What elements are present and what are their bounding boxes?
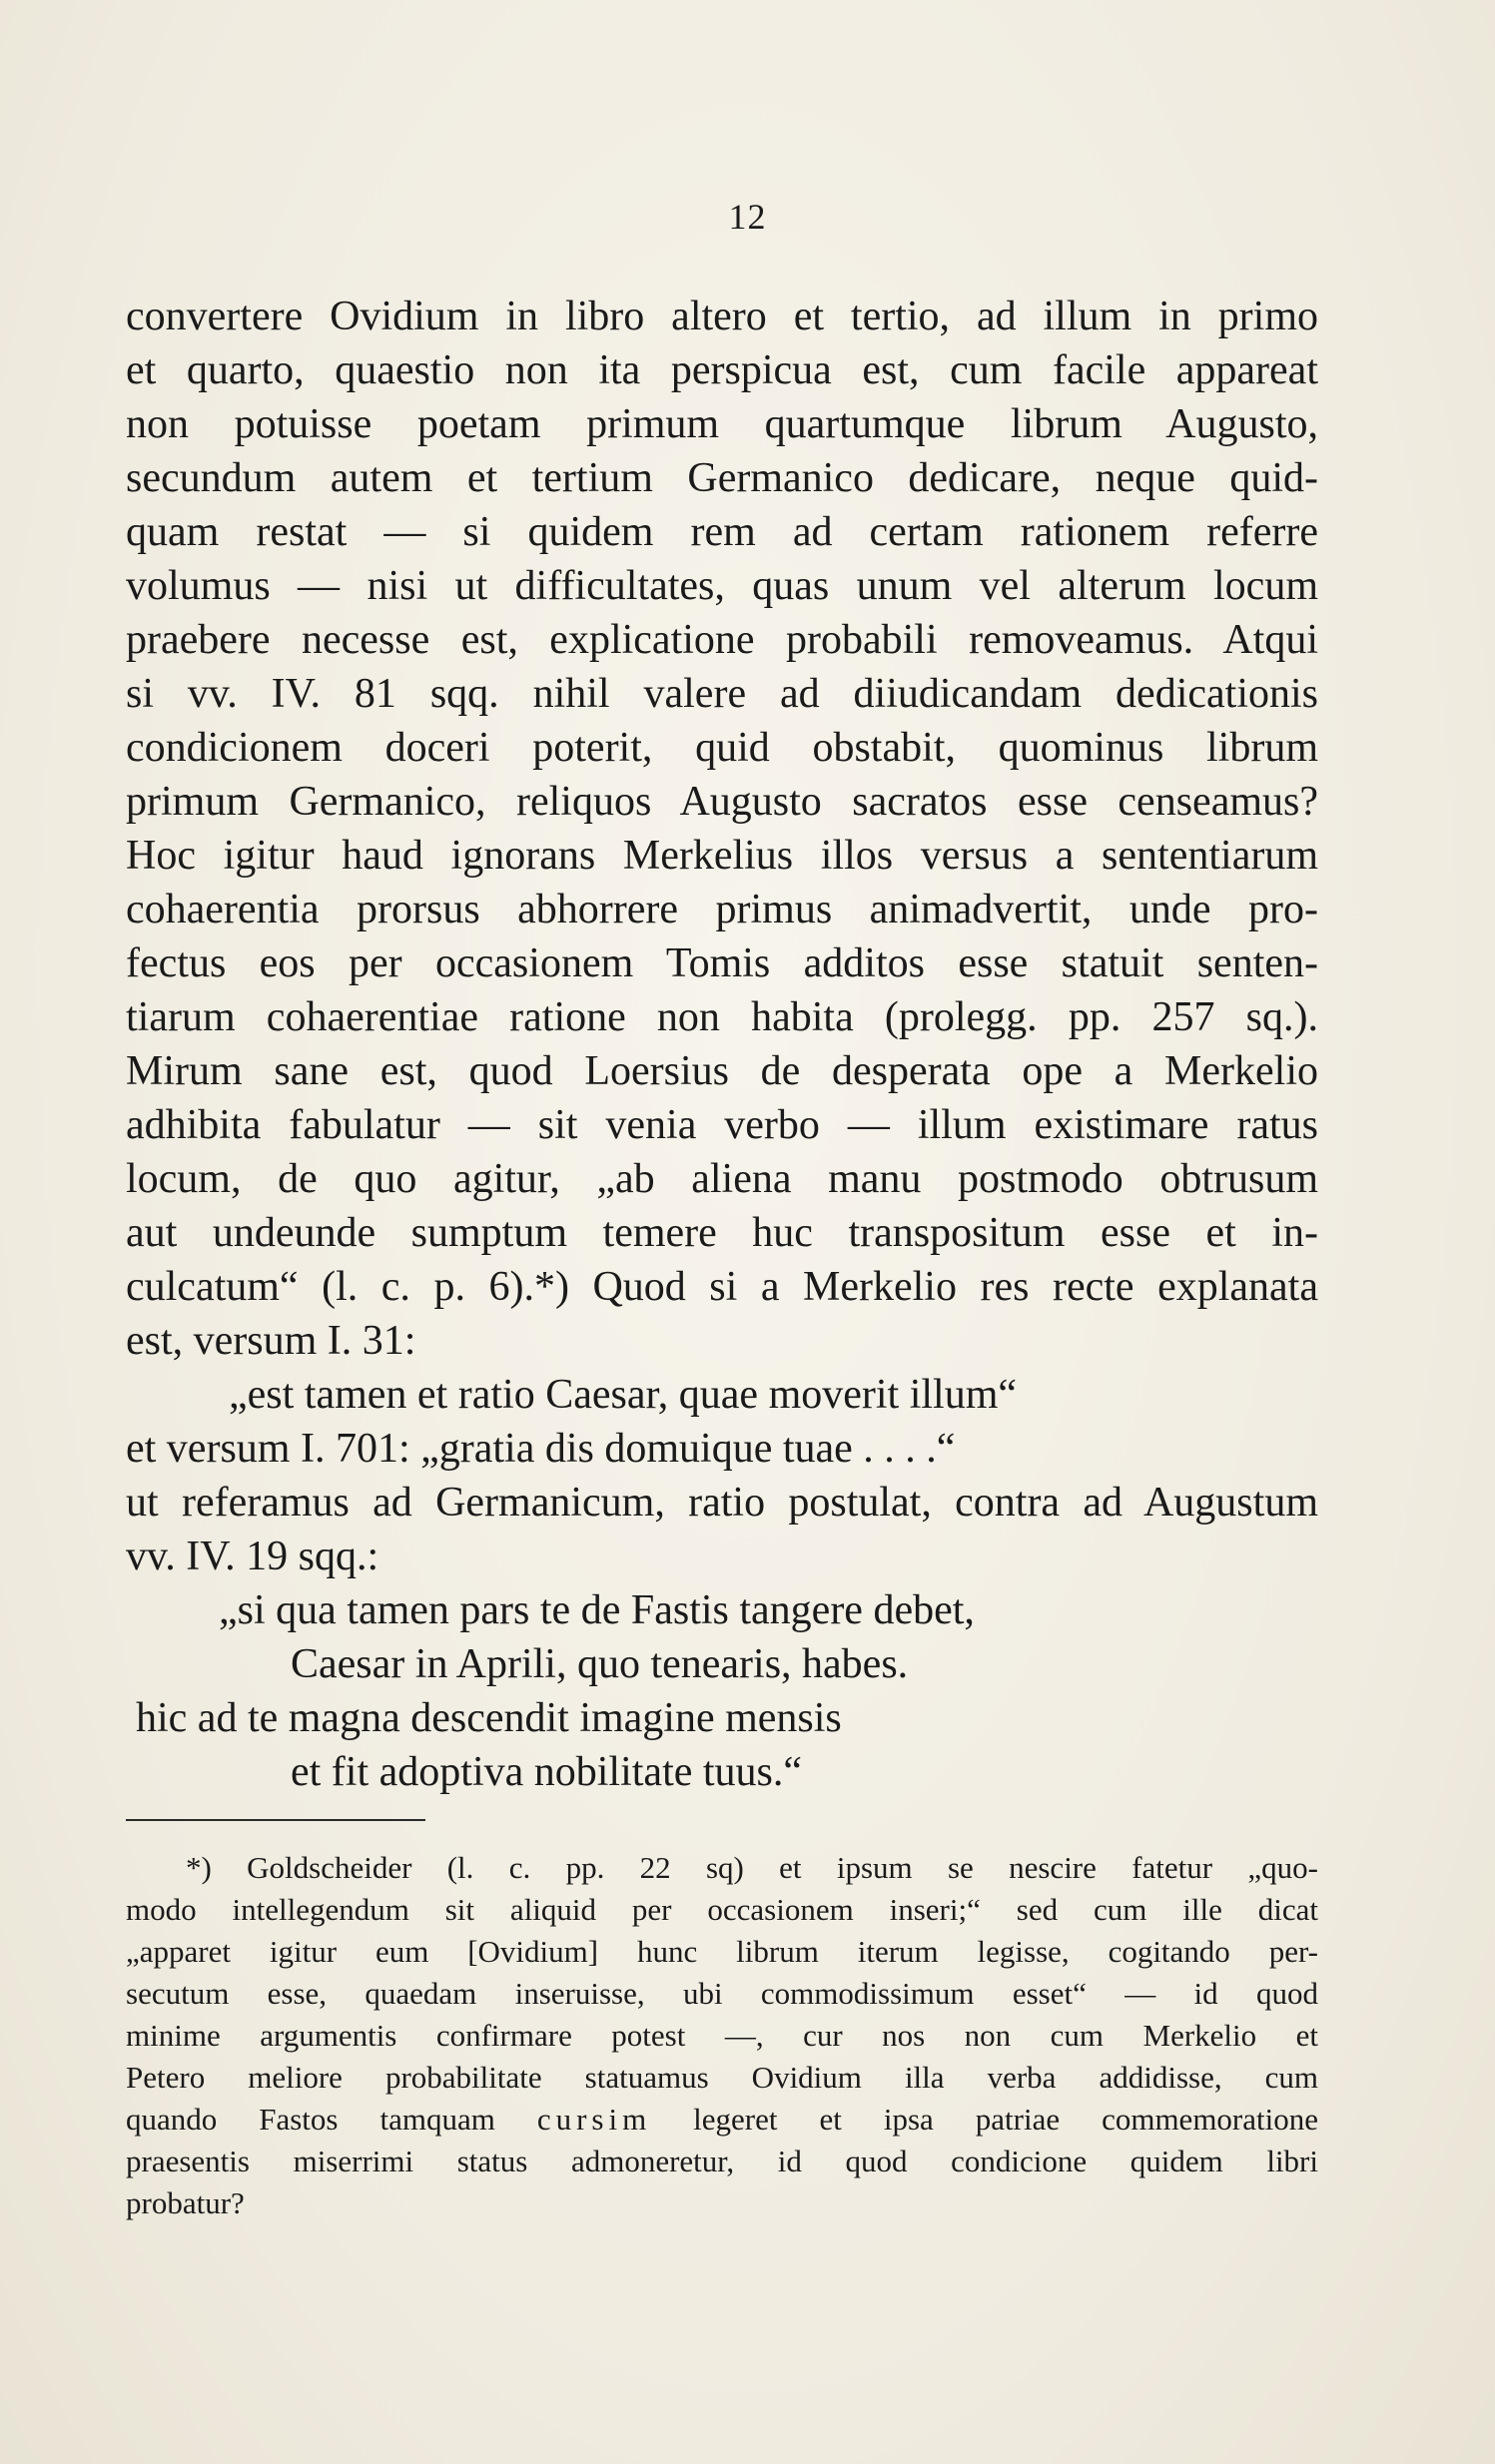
text-line: vv. IV. 19 sqq.: <box>126 1534 379 1579</box>
footnote-line <box>126 2099 1318 2141</box>
text-line: adhibita fabulatur — sit venia verbo — illum existimare ratus <box>126 1102 1318 1148</box>
text-line: cohaerentia prorsus abhorrere primus animadvertit, unde pro- <box>126 887 1318 932</box>
footnote-line: modo intellegendum sit aliquid per occasionem inseri;“ sed cum ille dicat <box>126 1892 1318 1927</box>
footnote-line: Petero meliore probabilitate statuamus Ovidium illa verba addidisse, cum <box>126 2060 1318 2095</box>
spaced-emphasis: cursim <box>536 2102 652 2137</box>
text-line: primum Germanico, reliquos Augusto sacratos esse censeamus? <box>126 779 1318 825</box>
verse-line: „si qua tamen pars te de Fastis tangere debet, <box>219 1587 975 1633</box>
text-line: fectus eos per occasionem Tomis additos esse statuit senten- <box>126 940 1318 986</box>
text-line: tiarum cohaerentiae ratione non habita (prolegg. pp. 257 sq.). <box>126 994 1318 1040</box>
text-line: ut referamus ad Germanicum, ratio postulat, contra ad Augustum <box>126 1480 1318 1526</box>
footnote-text: quando Fastos tamquam <box>126 2102 495 2137</box>
footnote-text: legeret et ipsa patriae commemoratione <box>693 2102 1318 2137</box>
verse-line: Caesar in Aprili, quo tenearis, habes. <box>291 1641 909 1687</box>
footnote-line: secutum esse, quaedam inseruisse, ubi commodissimum esset“ — id quod <box>126 1976 1318 2011</box>
quoted-verse: „est tamen et ratio Caesar, quae moverit illum“ <box>229 1372 1018 1418</box>
text-line: condicionem doceri poterit, quid obstabit, quominus librum <box>126 725 1318 771</box>
text-line: culcatum“ (l. c. p. 6).*) Quod si a Merkelio res recte explanata <box>126 1264 1318 1310</box>
footnote-line: minime argumentis confirmare potest —, cur nos non cum Merkelio et <box>126 2018 1318 2053</box>
text-line: aut undeunde sumptum temere huc transpositum esse et in- <box>126 1210 1318 1256</box>
footnote-line: „apparet igitur eum [Ovidium] hunc librum iterum legisse, cogitando per- <box>126 1934 1318 1969</box>
text-line: convertere Ovidium in libro altero et tertio, ad illum in primo <box>126 294 1318 339</box>
text-line: non potuisse poetam primum quartumque librum Augusto, <box>126 401 1318 447</box>
footnote-line: *) Goldscheider (l. c. pp. 22 sq) et ipsum se nescire fatetur „quo- <box>186 1850 1318 1885</box>
text-line: si vv. IV. 81 sqq. nihil valere ad diiudicandam dedicationis <box>126 671 1318 717</box>
footnote <box>126 1847 1318 2224</box>
text-line: est, versum I. 31: <box>126 1318 416 1364</box>
main-text <box>126 290 1318 1799</box>
footnote-line: praesentis miserrimi status admoneretur, id quod condicione quidem libri <box>126 2144 1318 2178</box>
text-line: et versum I. 701: „gratia dis domuique tuae . . . .“ <box>126 1426 956 1472</box>
text-line: praebere necesse est, explicatione probabili removeamus. Atqui <box>126 617 1318 663</box>
verse-line: hic ad te magna descendit imagine mensis <box>136 1695 842 1741</box>
text-line: Hoc igitur haud ignorans Merkelius illos versus a sententiarum <box>126 833 1318 879</box>
page-number: 12 <box>728 197 767 237</box>
footnote-line: probatur? <box>126 2185 245 2220</box>
text-line: locum, de quo agitur, „ab aliena manu postmodo obtrusum <box>126 1156 1318 1202</box>
text-line: volumus — nisi ut difficultates, quas unum vel alterum locum <box>126 563 1318 609</box>
text-line: Mirum sane est, quod Loersius de desperata ope a Merkelio <box>126 1048 1318 1094</box>
text-line: secundum autem et tertium Germanico dedicare, neque quid- <box>126 455 1318 501</box>
text-line: et quarto, quaestio non ita perspicua est, cum facile appareat <box>126 347 1318 393</box>
footnote-divider <box>126 1819 425 1821</box>
verse-line: et fit adoptiva nobilitate tuus.“ <box>291 1749 803 1795</box>
text-line: quam restat — si quidem rem ad certam rationem referre <box>126 509 1318 555</box>
